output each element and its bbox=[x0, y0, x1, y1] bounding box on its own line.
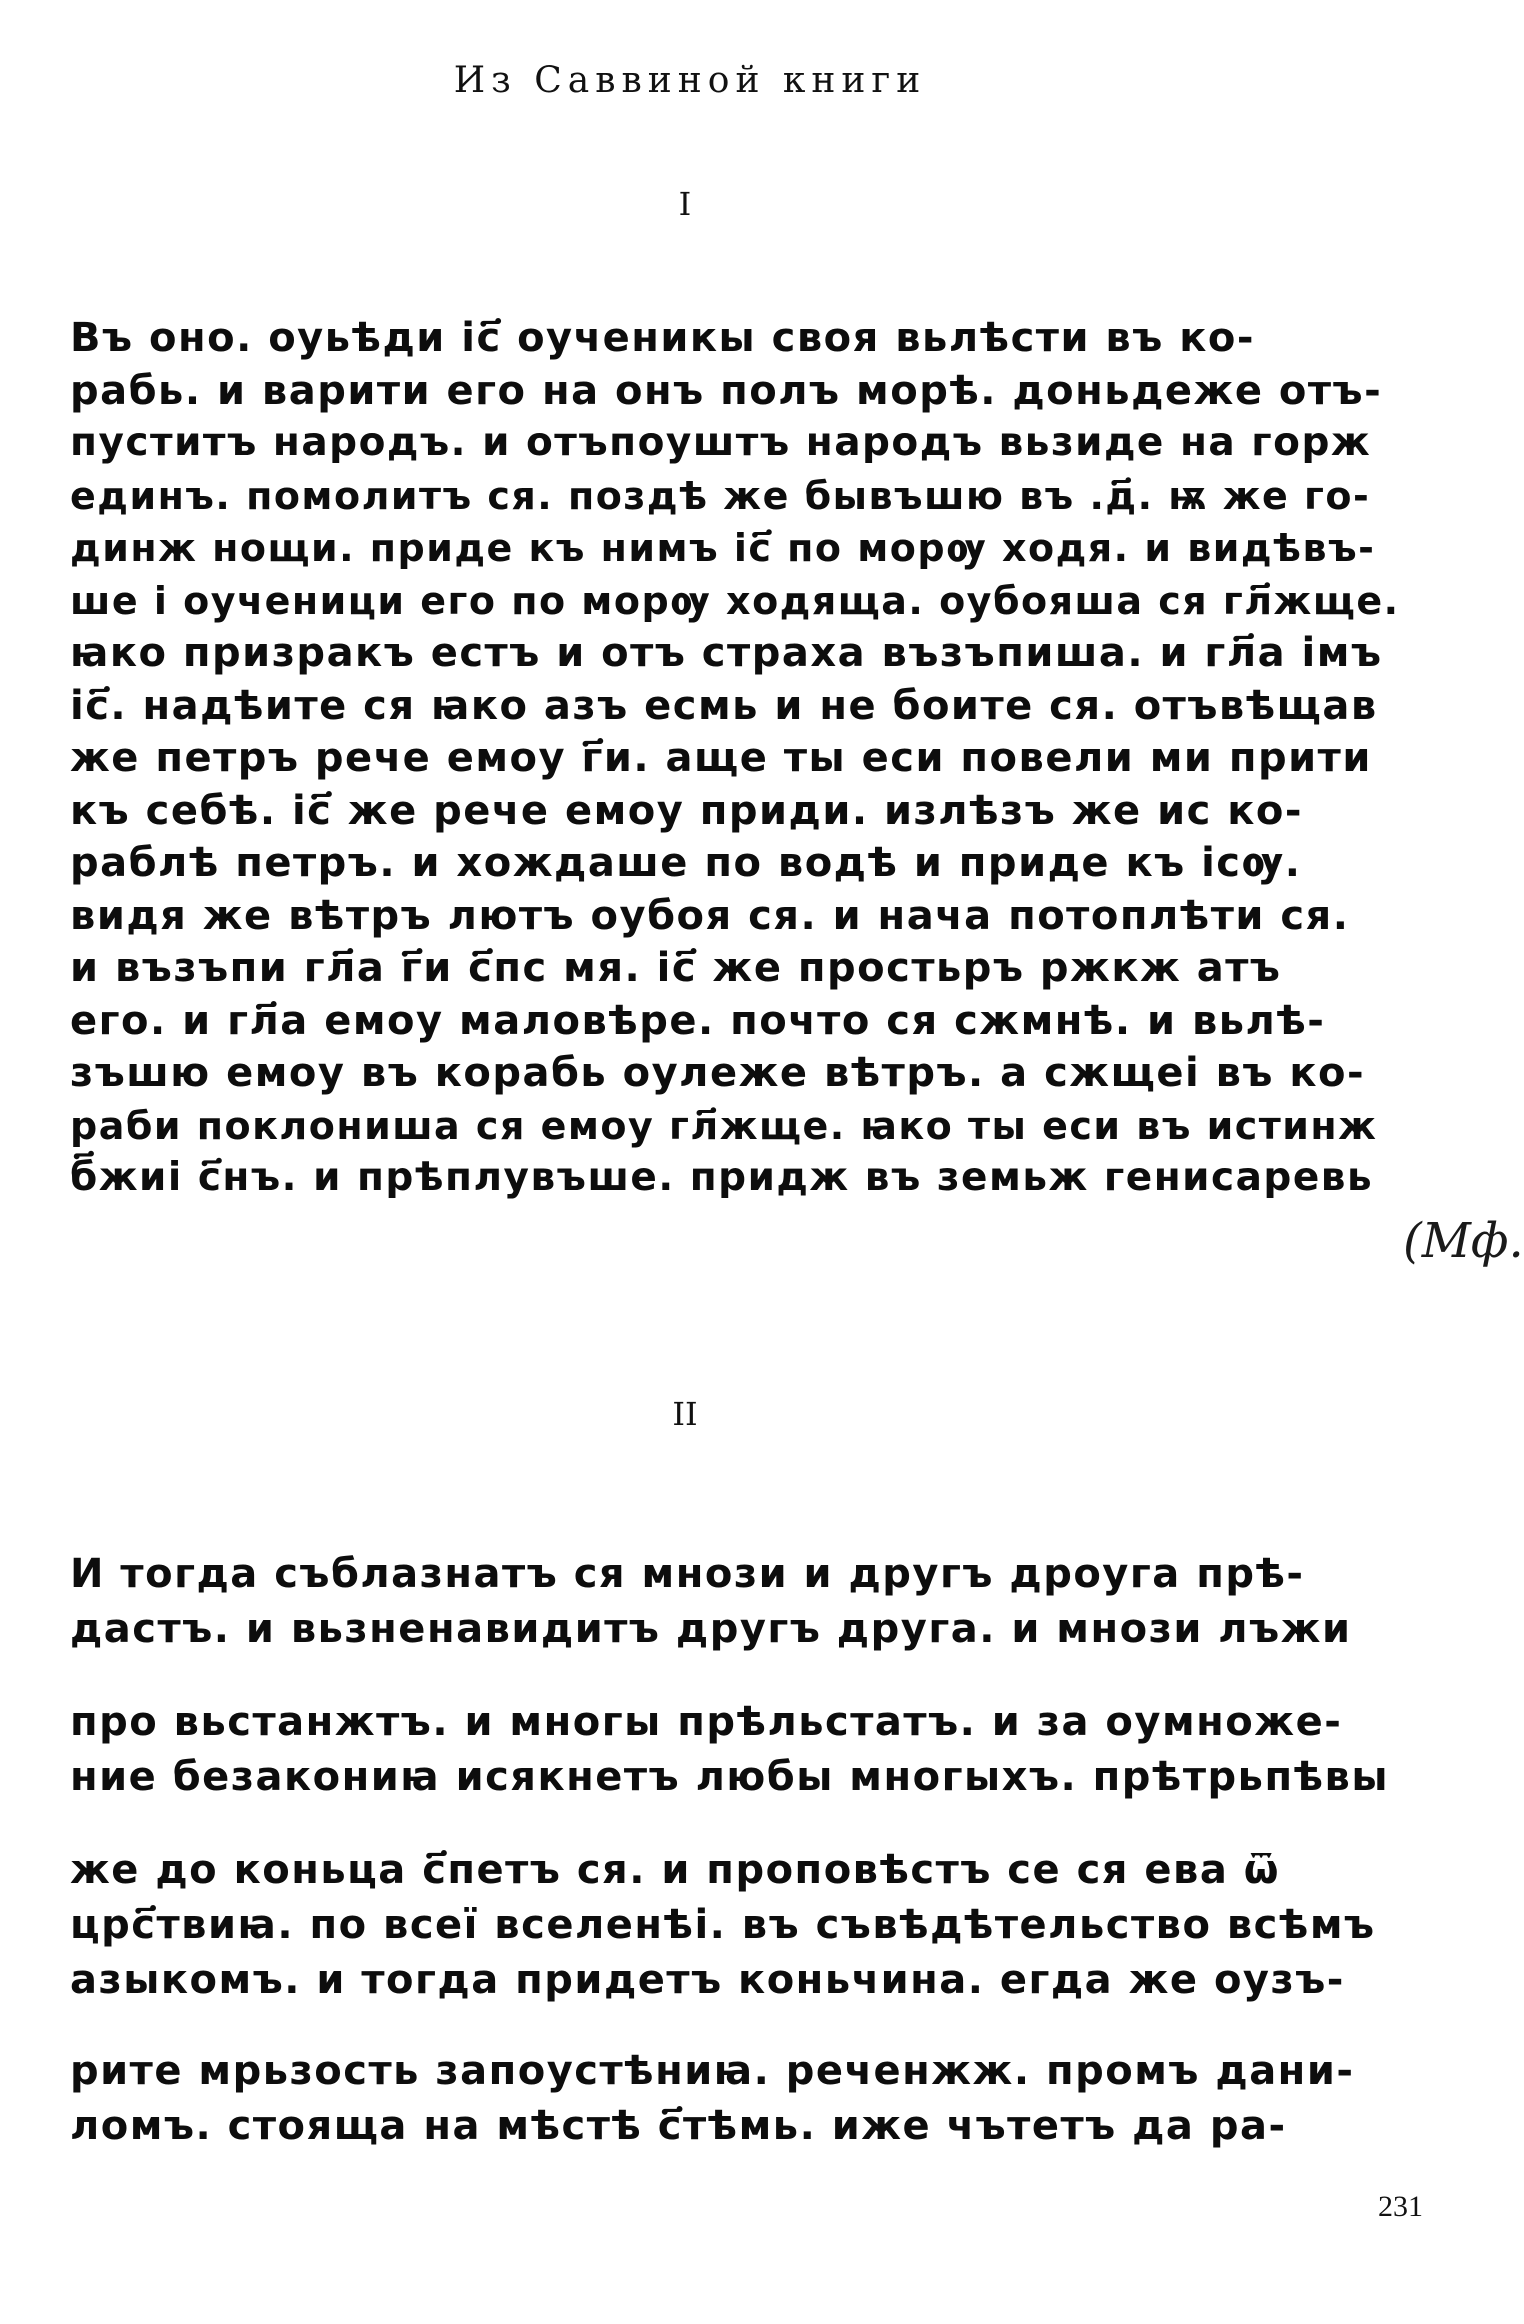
text-line: ше і оученици его по морѹ ходяща. оубояша ся гл҃жще. bbox=[70, 578, 1400, 623]
text-line: про вьстанжтъ. и многы прѣльстатъ. и за оумноже- bbox=[70, 1699, 1343, 1745]
text-line: дастъ. и вьзненавидитъ другъ друга. и мнози лъжи bbox=[70, 1606, 1352, 1652]
text-line: Въ оно. оуьѣди іс҃ оученикы своя вьлѣсти въ ко- bbox=[70, 315, 1255, 361]
text-line: іс҃. надѣите ся ꙗко азъ есмь и не боите ся. отъвѣщав bbox=[70, 682, 1378, 729]
text-line: И тогда съблазнатъ ся мнози и другъ дроуга прѣ- bbox=[70, 1551, 1305, 1597]
text-line: пуститъ народъ. и отъпоуштъ народъ вьзиде на горж bbox=[70, 420, 1372, 465]
text-line: ние безакониꙗ исякнетъ любы многыхъ. прѣтрьпѣвы bbox=[70, 1754, 1390, 1800]
text-line: црс҃твиꙗ. по всеї вселенѣі. въ съвѣдѣтельство всѣмъ bbox=[70, 1902, 1376, 1948]
text-line: раби поклониша ся емоу гл҃жще. ꙗко ты еси въ истинж bbox=[70, 1103, 1378, 1148]
section-1-text bbox=[70, 312, 1400, 1205]
text-line: рабь. и варити его на онъ полъ морѣ. доньдеже отъ- bbox=[70, 367, 1383, 414]
text-line: ломъ. стояща на мѣстѣ с҃тѣмь. иже чътетъ да ра- bbox=[70, 2103, 1287, 2149]
text-line: рите мрьзость запоустѣниꙗ. реченжж. промъ дани- bbox=[70, 2048, 1355, 2094]
text-line: его. и гл҃а емоу маловѣре. почто ся сжмнѣ. и вьлѣ- bbox=[70, 997, 1326, 1044]
text-line: видя же вѣтръ лютъ оубоя ся. и нача потоплѣти ся. bbox=[70, 892, 1350, 939]
page-number: 231 bbox=[1378, 2190, 1423, 2223]
text-line: зъшю емоу въ корабь оулеже вѣтръ. а сжщеі въ ко- bbox=[70, 1050, 1366, 1096]
text-line: азыкомъ. и тогда придетъ коньчина. егда же оузъ- bbox=[70, 1957, 1345, 2003]
text-line: къ себѣ. іс҃ же рече емоу приди. излѣзъ же ис ко- bbox=[70, 787, 1303, 834]
section-2-text bbox=[70, 1548, 1400, 2152]
text-line: же петръ рече емоу г҃и. аще ты еси повели ми прити bbox=[70, 735, 1372, 781]
text-line: динж нощи. приде къ нимъ іс҃ по морѹ ходя. и видѣвъ- bbox=[70, 526, 1376, 570]
section-number-1: I bbox=[678, 185, 692, 223]
text-line: единъ. помолитъ ся. поздѣ же бывъшю въ .д҃. ѭ же го- bbox=[70, 473, 1371, 518]
section-number-2: II bbox=[672, 1395, 698, 1433]
margin-note: (Мф. bbox=[1403, 1213, 1524, 1269]
page-title: Из Саввиной книги bbox=[453, 60, 927, 101]
text-line: же до коньца с҃петъ ся. и проповѣстъ се ся ева ѿ bbox=[70, 1847, 1281, 1893]
text-line: ꙗко призракъ естъ и отъ страха възъпиша. и гл҃а імъ bbox=[70, 630, 1383, 676]
text-line: б҃жиі с҃нъ. и прѣплувъше. придж въ земьж генисаревь bbox=[70, 1155, 1374, 1200]
text-line: раблѣ петръ. и хождаше по водѣ и приде къ ісѹ. bbox=[70, 840, 1302, 886]
text-line: и възъпи гл҃а г҃и с҃пс мя. іс҃ же простьръ ржкж атъ bbox=[70, 945, 1282, 991]
